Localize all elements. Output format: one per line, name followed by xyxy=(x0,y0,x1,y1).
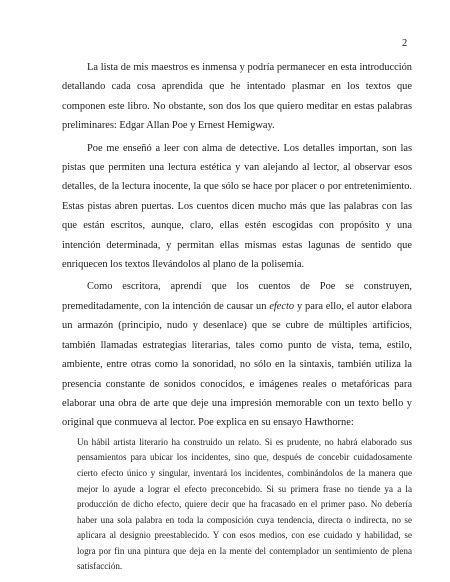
page-number: 2 xyxy=(402,38,408,49)
paragraph-poe-detective: Poe me enseñó a leer con alma de detective. Los detalles importan, son las pistas que permiten una lectura estética y van alejando al lector, al observar esos detalles, de la lectura inocente, la que sólo se hace por placer o por entretenimiento. Estas pistas abren puertas. Los cuentos dicen mucho más que las palabras con las que están escritos, aunque, claro, ellas estén escogidas con propósito y una intención determinada, y permitan ellas mismas estas lagunas de sentido que enriquecen los textos llevándolos al plano de la polisemia. xyxy=(62,142,412,271)
paragraph-maestros: La lista de mis maestros es inmensa y podría permanecer en esta introducción detallando cada cosa aprendida que he intentado plasmar en los textos que componen este libro. No obstante, son dos los que quiero meditar en estas palabras preliminares: Edgar Allan Poe y Ernest Hemigway. xyxy=(62,62,412,132)
paragraph-escritora-start: Como escritora, aprendí que los cuentos de Poe se construyen, premeditadamente, con la intención de causar un xyxy=(62,281,412,312)
paragraph-escritora xyxy=(62,277,412,432)
block-quote-hawthorne: Un hábil artista literario ha construido un relato. Si es prudente, no habrá elaborado sus pensamientos para ubicar los incidentes, sino que, después de concebir cuidadosamente cierto efecto único y singular, inventará los incidentes, combinándolos de la manera que mejor lo ayude a lograr el efecto preconcebido. Si su primera frase no tiende ya a la producción de dicho efecto, quiere decir que ha fracasado en el primer paso. No debería haber una sola palabra en toda la composición cuya tendencia, directa o indirecta, no se aplicara al designio preestablecido. Y con esos medios, con ese cuidado y habilidad, se logra por fin una pintura que deja en la mente del contemplador un sentimiento de plena satisfacción. xyxy=(77,436,412,572)
paragraph-escritora-end: y para ello, el autor elabora un armazón (principio, nudo y desenlace) que se cubre de múltiples artificios, también llamadas estrategias literarias, tales como punto de vista, tema, estilo, ambiente, entre otras como la sonoridad, no sólo en la sintaxis, también utiliza la presencia constante de sonidos conocidos, e imágenes reales o metafóricas para elaborar una obra de arte que deje una impresión memorable con un texto bello y original que conmueva al lector. Poe explica en su ensayo Hawthorne: xyxy=(62,300,413,429)
body-text xyxy=(62,58,412,575)
emphasis-efecto: efecto xyxy=(269,300,295,312)
